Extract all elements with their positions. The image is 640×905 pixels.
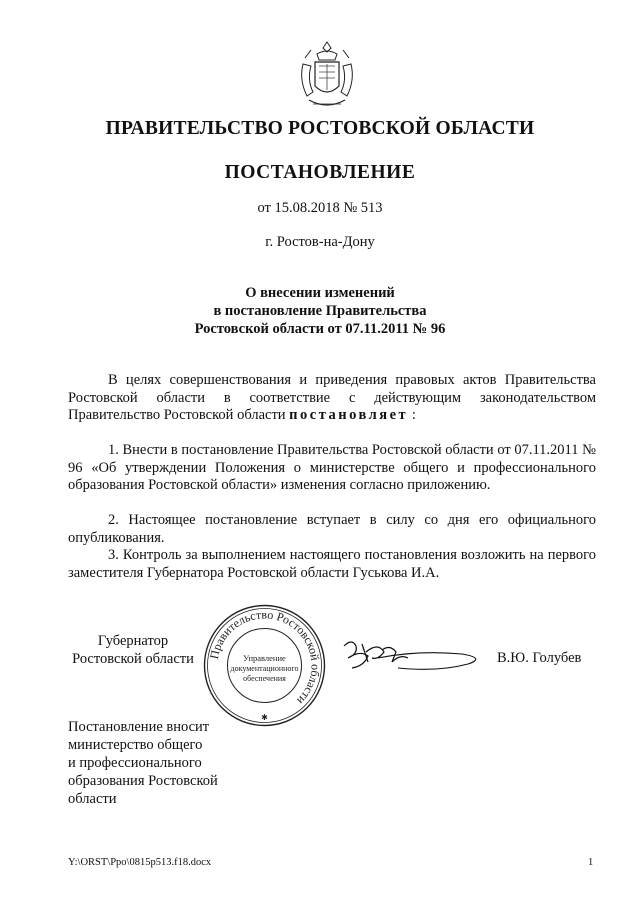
submitted-by-note [68, 718, 238, 808]
official-stamp [202, 603, 327, 728]
organization-title: ПРАВИТЕЛЬСТВО РОСТОВСКОЙ ОБЛАСТИ [105, 118, 535, 139]
clause-text: 2. Настоящее постановление вступает в силу со дня его официального опубликования. [68, 512, 596, 546]
stamp-inner-line: Управление [243, 653, 286, 663]
handwritten-signature [338, 632, 488, 678]
note-line: министерство общего [68, 737, 203, 753]
document-date-number: от 15.08.2018 № 513 [257, 200, 383, 216]
clause-2 [68, 512, 596, 547]
subject-line: О внесении изменений [245, 285, 395, 301]
clause-3 [68, 547, 596, 582]
preamble-colon: : [411, 407, 416, 423]
preamble-emphasis: постановляет [289, 407, 409, 423]
document-subject [0, 284, 640, 338]
subject-line: Ростовской области от 07.11.2011 № 96 [194, 321, 446, 337]
note-line: области [68, 791, 117, 807]
position-line: Губернатор [97, 633, 169, 649]
position-line: Ростовской области [72, 650, 194, 667]
preamble-paragraph [68, 372, 596, 425]
coat-of-arms-emblem [295, 40, 359, 112]
clause-text: 1. Внести в постановление Правительства Ростовской области от 07.11.2011 № 96 «Об утверждении Положения о министерстве общего и профессионального образования Ростовской области» изменения согласно приложению. [68, 442, 596, 493]
stamp-ring-text: Правительство Ростовской области [206, 607, 323, 708]
subject-line: в постановление Правительства [213, 303, 427, 319]
document-city: г. Ростов-на-Дону [265, 234, 375, 250]
document-type: ПОСТАНОВЛЕНИЕ [224, 162, 416, 183]
clause-text: 3. Контроль за выполнением настоящего постановления возложить на первого заместителя Губернатора Ростовской области Гуськова И.А. [68, 547, 596, 581]
signatory-name: В.Ю. Голубев [497, 650, 582, 666]
note-line: и профессионального [68, 755, 202, 771]
stamp-star-icon: ✱ [261, 713, 268, 722]
note-line: образования Ростовской [68, 773, 218, 789]
stamp-inner-line: обеспечения [243, 674, 286, 683]
note-line: Постановление вносит [68, 719, 210, 735]
clause-1 [68, 442, 596, 495]
stamp-inner-line: документационного [230, 664, 299, 673]
page-number: 1 [588, 857, 594, 868]
signatory-position [68, 633, 198, 668]
preamble-text: В целях совершенствования и приведения правовых актов Правительства Ростовской области в соответствие с действующим законодательством Правительство Ростовской области [68, 372, 596, 423]
footer-file-path: Y:\ORST\Ppo\0815p513.f18.docx [68, 857, 212, 868]
